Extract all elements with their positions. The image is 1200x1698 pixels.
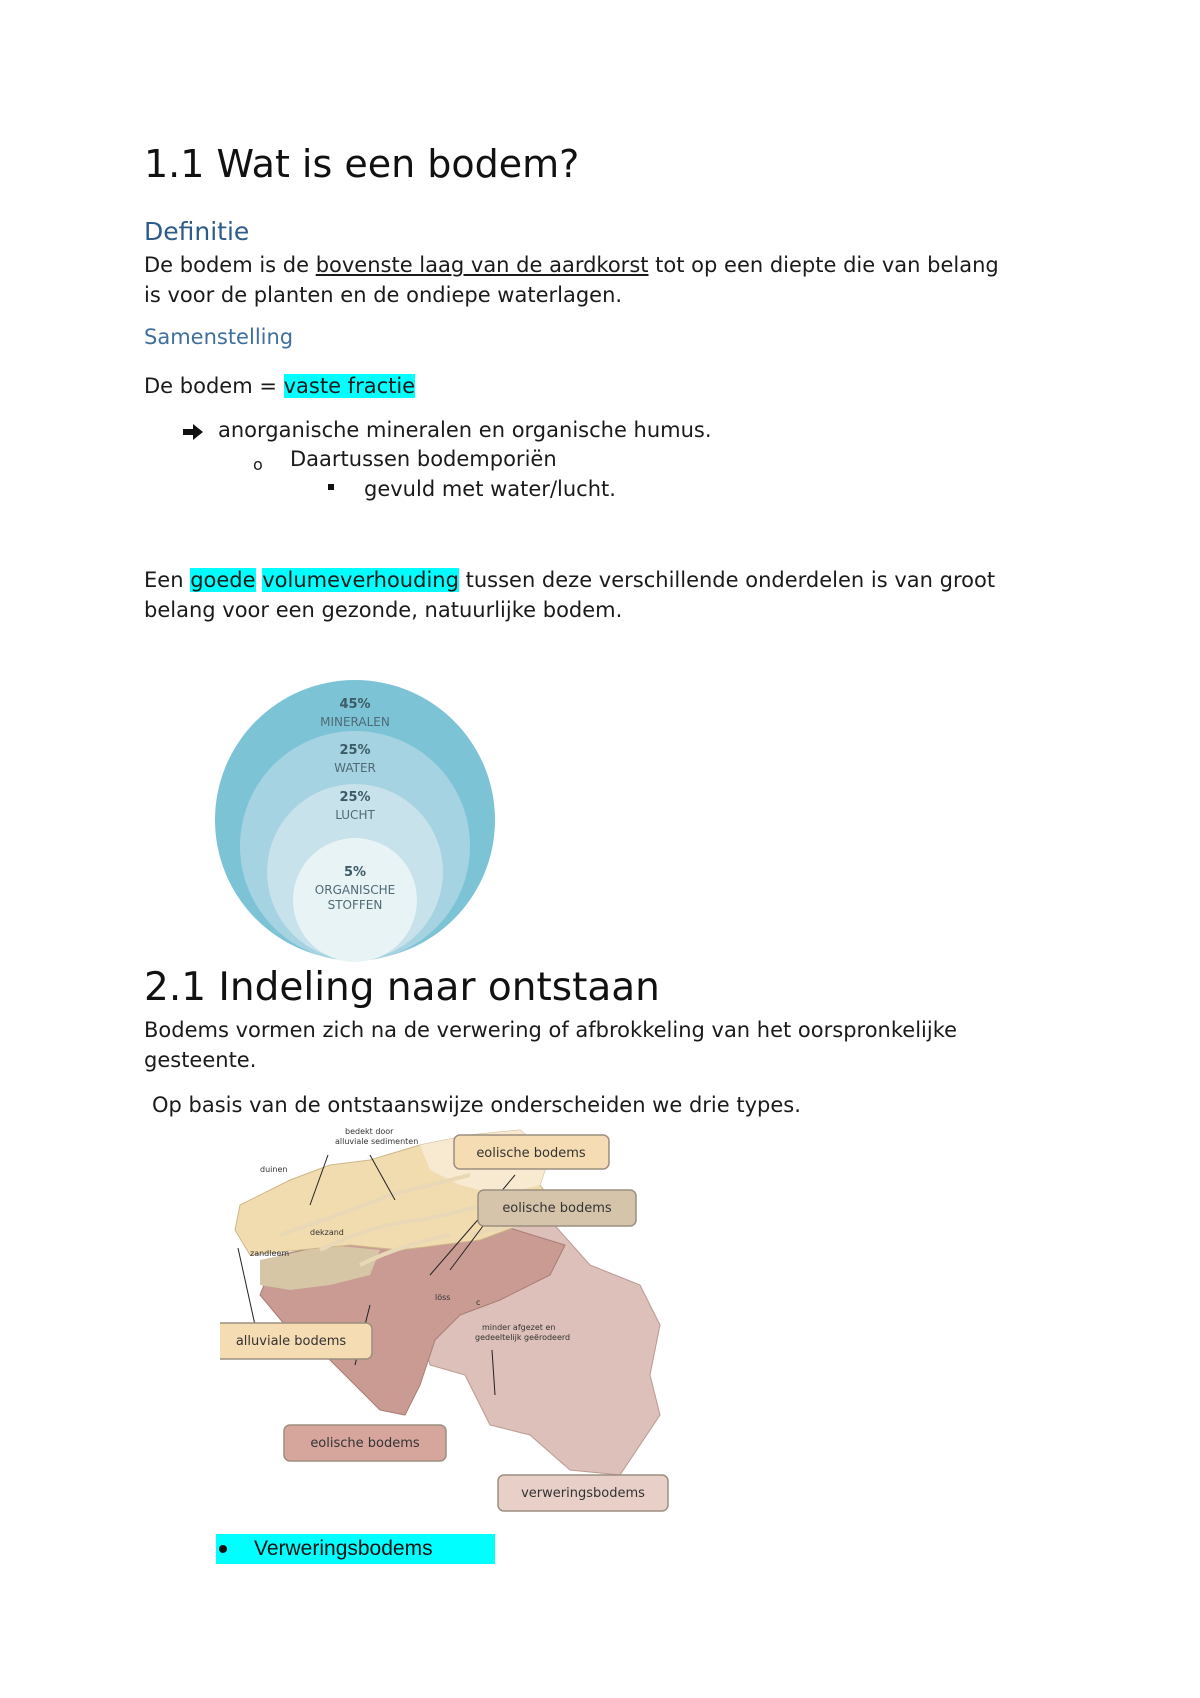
ratio-post: tussen deze verschillende onderdelen is van groot	[458, 568, 996, 592]
definition-line-2: is voor de planten en de ondiepe waterlagen.	[144, 283, 623, 307]
map-label-minder-2: gedeeltelijk geërodeerd	[475, 1333, 571, 1342]
page-title: 1.1 Wat is een bodem?	[144, 142, 580, 186]
composition-heading: Samenstelling	[144, 325, 294, 349]
definition-text-post: tot op een diepte die van belang	[648, 253, 999, 277]
callout-eolisch-top: eolische bodems	[476, 1146, 586, 1161]
map-label-minder-1: minder afgezet en	[482, 1323, 556, 1332]
ratio-pre: Een	[144, 568, 191, 592]
map-label-bedekt-1: bedekt door	[345, 1127, 394, 1136]
circle-bullet-icon: o	[253, 455, 263, 474]
chart-percent-label: 25%	[339, 743, 371, 758]
types-line: Op basis van de ontstaanswijze onderscheiden we drie types.	[152, 1093, 801, 1117]
square-bullet-icon	[328, 484, 334, 490]
bullet-item-1: anorganische mineralen en organische humus.	[218, 418, 712, 442]
bullet-item-2: Daartussen bodemporiën	[290, 447, 557, 471]
arrow-bullet-icon	[182, 422, 204, 446]
chart-category-label: LUCHT	[335, 808, 375, 822]
section2-intro-line-1: Bodems vormen zich na de verwering of afbrokkeling van het oorspronkelijke	[144, 1018, 958, 1042]
map-label-loss: löss	[435, 1293, 451, 1302]
callout-eolisch-mid: eolische bodems	[502, 1201, 612, 1216]
chart-percent-label: 45%	[339, 697, 371, 712]
ratio-highlight-volumeverhouding: volumeverhouding	[262, 568, 459, 592]
definition-text-pre: De bodem is de	[144, 253, 316, 277]
ratio-highlight-goede: goede	[190, 568, 256, 592]
ratio-paragraph-line-2: belang voor een gezonde, natuurlijke bodem.	[144, 598, 623, 622]
callout-verwering: verweringsbodems	[521, 1486, 645, 1501]
soil-composition-chart	[205, 670, 505, 970]
composition-line	[144, 371, 415, 401]
section2-intro-line-2: gesteente.	[144, 1048, 257, 1072]
chart-category-label: STOFFEN	[327, 898, 383, 912]
callout-alluviaal: alluviale bodems	[235, 1334, 347, 1349]
map-label-dekzand: dekzand	[310, 1228, 344, 1237]
map-label-c: c	[476, 1298, 481, 1307]
chart-category-label: ORGANISCHE	[314, 883, 396, 897]
bullet-item-3: gevuld met water/lucht.	[364, 477, 616, 501]
chart-percent-label: 25%	[339, 790, 371, 805]
composition-pre: De bodem =	[144, 374, 284, 398]
ratio-paragraph-line-1	[144, 565, 995, 595]
dot-bullet-icon	[219, 1545, 227, 1553]
section2-title: 2.1 Indeling naar ontstaan	[144, 965, 660, 1010]
definition-line-1	[144, 250, 999, 280]
map-label-bedekt-2: alluviale sedimenten	[335, 1137, 419, 1146]
chart-category-label: MINERALEN	[320, 715, 390, 729]
verwering-bullet: Verweringsbodems	[254, 1537, 433, 1560]
soil-map	[220, 1125, 700, 1515]
callout-eolisch-low: eolische bodems	[310, 1436, 420, 1451]
map-label-duinen: duinen	[260, 1165, 288, 1174]
definition-heading: Definitie	[144, 217, 250, 246]
map-label-zandleem: zandleem	[250, 1249, 290, 1258]
definition-underlined: bovenste laag van de aardkorst	[315, 253, 649, 277]
chart-percent-label: 5%	[343, 865, 367, 880]
composition-highlight: vaste fractie	[283, 374, 416, 398]
chart-category-label: WATER	[334, 761, 376, 775]
